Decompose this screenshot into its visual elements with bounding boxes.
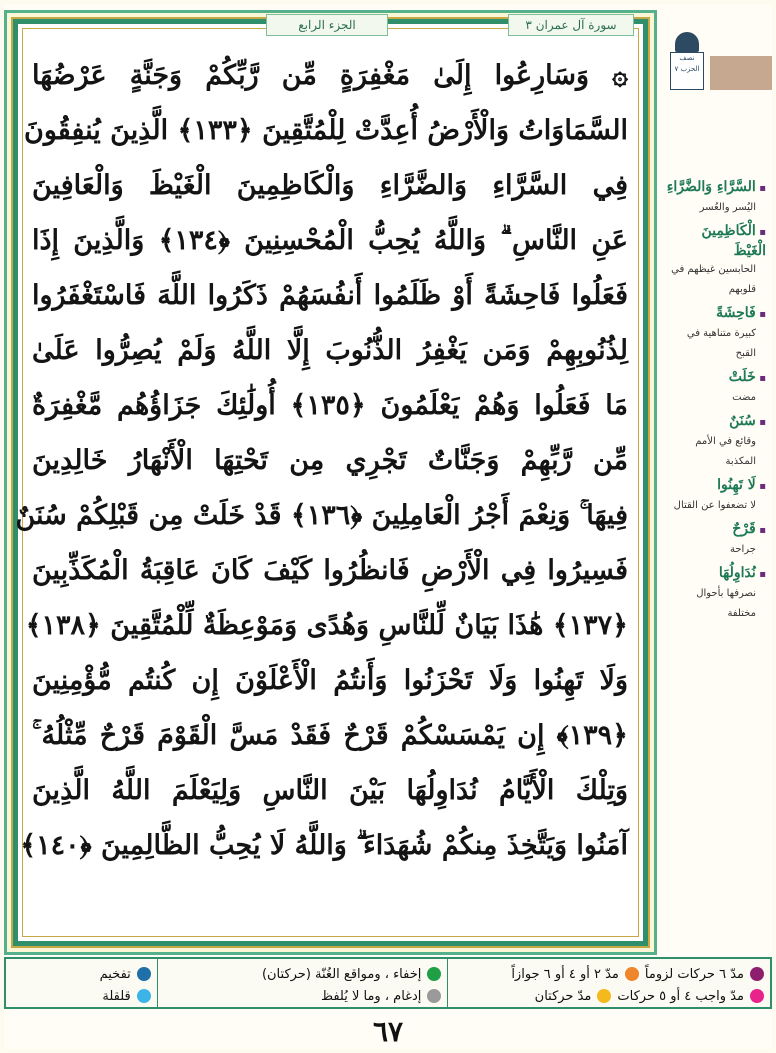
verse-line: وَلَا تَهِنُوا وَلَا تَحْزَنُوا وَأَنتُمُ الْأَعْلَوْنَ إِن كُنتُم مُّؤْمِنِينَ bbox=[32, 665, 628, 696]
yellow-dot-icon bbox=[597, 989, 611, 1003]
gloss-definition: الحابسين غيظهم في قلوبهم bbox=[671, 264, 756, 295]
gloss-word: ▪ لَا تَهِنُوا bbox=[666, 476, 766, 496]
gloss-definition: اليُسر والعُسر bbox=[699, 202, 756, 213]
gloss-item bbox=[666, 178, 766, 218]
verse-line: السَّمَاوَاتُ وَالْأَرْضُ أُعِدَّتْ لِلْمُتَّقِينَ ﴿١٣٣﴾ الَّذِينَ يُنفِقُونَ bbox=[24, 115, 628, 146]
gloss-word: ▪ السَّرَّاءِ وَالضَّرَّاءِ bbox=[666, 178, 766, 198]
hizb-marker bbox=[670, 32, 704, 98]
gloss-definition: وقائع في الأمم المكذبة bbox=[695, 436, 756, 467]
dome-icon bbox=[675, 32, 699, 52]
legend-label: إخفاء ، ومواقع الغُنّة (حركتان) bbox=[261, 966, 422, 982]
gloss-item bbox=[666, 476, 766, 516]
legend-label: مدّ ٢ أو ٤ أو ٦ جوازاً bbox=[511, 966, 619, 982]
page-header bbox=[16, 14, 636, 36]
legend-col-tafkheem bbox=[6, 959, 157, 1007]
legend-row bbox=[164, 967, 442, 982]
gloss-definition: مضت bbox=[732, 392, 756, 403]
verse-line: فِي السَّرَّاءِ وَالضَّرَّاءِ وَالْكَاظِمِينَ الْغَيْظَ وَالْعَافِينَ bbox=[32, 170, 628, 201]
green-dot-icon bbox=[427, 967, 441, 981]
legend-label: إدغام ، وما لا يُلفظ bbox=[320, 988, 422, 1004]
verse-line: مِّن رَّبِّهِمْ وَجَنَّاتٌ تَجْرِي مِن تَحْتِهَا الْأَنْهَارُ خَالِدِينَ bbox=[32, 445, 628, 476]
verse-line: ۞ وَسَارِعُوا إِلَىٰ مَغْفِرَةٍ مِّن رَّبِّكُمْ وَجَنَّةٍ عَرْضُهَا bbox=[32, 60, 628, 91]
gloss-list bbox=[666, 178, 766, 628]
legend-label: قلقلة bbox=[102, 988, 131, 1004]
surah-label: سورة آل عمران ٣ bbox=[508, 14, 634, 36]
orange-dot-icon bbox=[625, 967, 639, 981]
gloss-definition: كبيرة متناهية في القبح bbox=[686, 328, 756, 359]
legend-col-madd bbox=[447, 959, 770, 1007]
gloss-word: ▪ الْكَاظِمِينَ الْغَيْظَ bbox=[666, 222, 766, 260]
legend-row bbox=[12, 967, 151, 982]
legend-row bbox=[454, 967, 764, 982]
verse-line: فَعَلُوا فَاحِشَةً أَوْ ظَلَمُوا أَنفُسَهُمْ ذَكَرُوا اللَّهَ فَاسْتَغْفَرُوا bbox=[32, 280, 628, 311]
blue-dot-icon bbox=[137, 967, 151, 981]
purple-dot-icon bbox=[750, 967, 764, 981]
magenta-dot-icon bbox=[750, 989, 764, 1003]
side-panel bbox=[664, 18, 772, 868]
legend-row bbox=[164, 989, 442, 1004]
light-blue-dot-icon bbox=[137, 989, 151, 1003]
verse-line: فِيهَا ۚ وَنِعْمَ أَجْرُ الْعَامِلِينَ ﴿١٣٦﴾ قَدْ خَلَتْ مِن قَبْلِكُمْ سُنَنٌ bbox=[15, 499, 628, 531]
hizb-label: نصف الحزب ٧ bbox=[670, 52, 704, 90]
legend-row bbox=[454, 989, 764, 1004]
legend-label: مدّ ٦ حركات لزوماً bbox=[644, 966, 744, 982]
legend-label: تفخيم bbox=[99, 966, 131, 982]
verse-area bbox=[15, 48, 628, 928]
juz-label: الجزء الرابع bbox=[266, 14, 388, 36]
gloss-item bbox=[666, 368, 766, 408]
verse-line: عَنِ النَّاسِ ۗ وَاللَّهُ يُحِبُّ الْمُحْسِنِينَ ﴿١٣٤﴾ وَالَّذِينَ إِذَا bbox=[32, 224, 628, 256]
gloss-definition: جراحة bbox=[729, 544, 756, 555]
gloss-item bbox=[666, 304, 766, 364]
gloss-item bbox=[666, 564, 766, 624]
verse-line: مَا فَعَلُوا وَهُمْ يَعْلَمُونَ ﴿١٣٥﴾ أُولَٰئِكَ جَزَاؤُهُم مَّغْفِرَةٌ bbox=[32, 390, 628, 421]
legend-label: مدّ حركتان bbox=[534, 988, 592, 1004]
gloss-word: ▪ خَلَتْ bbox=[666, 368, 766, 388]
verse-line: ﴿١٣٧﴾ هَٰذَا بَيَانٌ لِّلنَّاسِ وَهُدًى وَمَوْعِظَةٌ لِّلْمُتَّقِينَ ﴿١٣٨﴾ bbox=[25, 610, 628, 641]
gray-dot-icon bbox=[427, 989, 441, 1003]
verse-line: لِذُنُوبِهِمْ وَمَن يَغْفِرُ الذُّنُوبَ إِلَّا اللَّهُ وَلَمْ يُصِرُّوا عَلَىٰ bbox=[32, 335, 628, 366]
gloss-word: ▪ سُنَنٌ bbox=[666, 412, 766, 432]
gloss-word: ▪ فَاحِشَةً bbox=[666, 304, 766, 324]
legend-col-ikhfa bbox=[157, 959, 448, 1007]
verse-line: وَتِلْكَ الْأَيَّامُ نُدَاوِلُهَا بَيْنَ النَّاسِ وَلِيَعْلَمَ اللَّهُ الَّذِينَ bbox=[32, 775, 628, 806]
tajweed-legend bbox=[4, 957, 772, 1009]
verse-line: آمَنُوا وَيَتَّخِذَ مِنكُمْ شُهَدَاءَ ۗ وَاللَّهُ لَا يُحِبُّ الظَّالِمِينَ ﴿١٤٠﴾ bbox=[20, 829, 628, 861]
gloss-word: ▪ قَرْحٌ bbox=[666, 520, 766, 540]
verse-line: فَسِيرُوا فِي الْأَرْضِ فَانظُرُوا كَيْفَ كَانَ عَاقِبَةُ الْمُكَذِّبِينَ bbox=[32, 555, 628, 586]
gloss-item bbox=[666, 222, 766, 300]
bookmark-tab[interactable] bbox=[710, 56, 772, 90]
gloss-definition: نصرفها بأحوال مختلفة bbox=[696, 588, 756, 619]
gloss-word: ▪ نُدَاوِلُهَا bbox=[666, 564, 766, 584]
legend-label: مدّ واجب ٤ أو ٥ حركات bbox=[617, 988, 744, 1004]
gloss-definition: لا تضعفوا عن القتال bbox=[673, 500, 756, 511]
page-number: ٦٧ bbox=[372, 1015, 404, 1048]
gloss-item bbox=[666, 520, 766, 560]
verse-line: ﴿١٣٩﴾ إِن يَمْسَسْكُمْ قَرْحٌ فَقَدْ مَسَّ الْقَوْمَ قَرْحٌ مِّثْلُهُ ۚ bbox=[32, 719, 628, 751]
gloss-item bbox=[666, 412, 766, 472]
legend-row bbox=[12, 989, 151, 1004]
